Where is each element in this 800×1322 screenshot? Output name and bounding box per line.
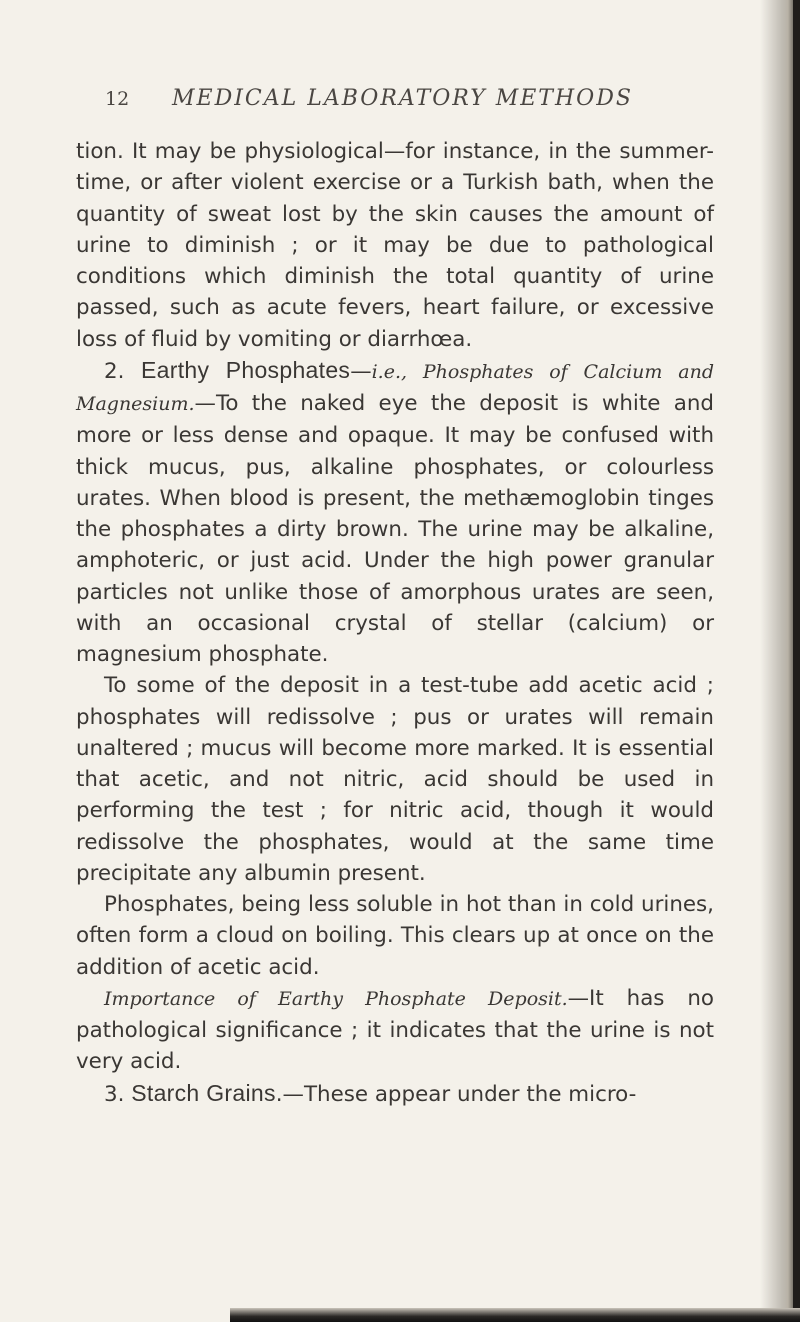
paragraph-text: —It has no pathological significance ; it indicates that the urine is not very acid.: [76, 985, 714, 1075]
paragraph-importance: [76, 983, 714, 1078]
section-number: 2.: [104, 358, 125, 384]
section-subheading: i.e., Phosphates of Calcium and Magnesium.: [76, 360, 714, 415]
paragraph-acetic-test: To some of the deposit in a test-tube add acetic acid ; phosphates will redissolve ; pus or urates will remain unaltered ; mucus will become more marked. It is essential that acetic, and not nitric, acid should be used in performing the test ; for nitric acid, though it would redissolve the phosphates, would at the same time precipitate any albumin present.: [76, 673, 714, 886]
paragraph-continuation: tion. It may be physiological—for instance, in the summer-time, or after violent exercise or a Turkish bath, when the quantity of sweat lost by the skin causes the amount of urine to diminish ; or it may be due to pathological conditions which diminish the total quantity of urine passed, such as acute fevers, heart failure, or excessive loss of fluid by vomiting or diarrhœa.: [76, 139, 714, 352]
body-text: [76, 136, 714, 1110]
paragraph-starch-grains: [76, 1078, 714, 1110]
section-heading: Starch Grains: [131, 1079, 276, 1106]
bottom-edge-shadow: [230, 1308, 800, 1322]
page-number: 12: [105, 88, 130, 110]
paragraph-earthy-phosphates: [76, 355, 714, 671]
section-number: 3.: [104, 1081, 125, 1107]
paragraph-text: —To the naked eye the deposit is white and more or less dense and opaque. It may be confused with thick mucus, pus, alkaline phosphates, or colourless urates. When blood is present, the methæmoglobin tinges the phosphates a dirty brown. The urine may be alkaline, amphoteric, or just acid. Under the high power granular particles not unlike those of amorphous urates are seen, with an occasional crystal of stellar (calcium) or magnesium phosphate.: [76, 391, 714, 667]
importance-heading: Importance of Earthy Phosphate Deposit.: [104, 987, 568, 1010]
running-title: MEDICAL LABORATORY METHODS: [172, 86, 633, 111]
heading-dash: —: [350, 358, 372, 384]
section-heading: Earthy Phosphates: [141, 356, 351, 383]
binding-edge: [793, 0, 800, 1322]
paragraph-boiling: Phosphates, being less soluble in hot than in cold urines, often form a cloud on boiling. This clears up at once on the addition of acetic acid.: [76, 892, 714, 980]
paragraph-text: .—These appear under the micro-: [275, 1081, 637, 1107]
